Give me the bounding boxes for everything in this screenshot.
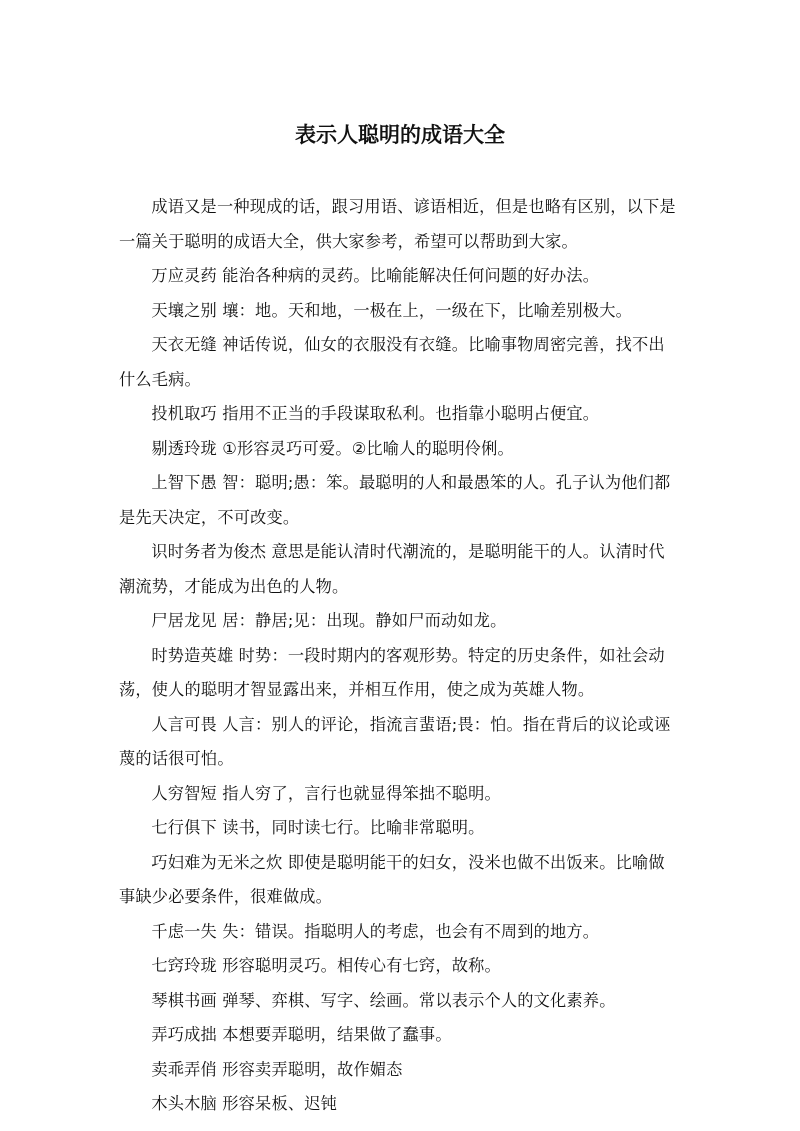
- idiom-entry: 投机取巧 指用不正当的手段谋取私利。也指靠小聪明占便宜。: [151, 404, 600, 423]
- idiom-entry: 卖乖弄俏 形容卖弄聪明，故作媚态: [151, 1059, 403, 1079]
- idiom-entry: 人穷智短 指人穷了，言行也就显得笨拙不聪明。: [151, 783, 501, 803]
- idiom-entry: 识时务者为俊杰 意思是能认清时代潮流的，是聪明能干的人。认清时代潮流势，才能成为出色的人物。: [119, 542, 665, 596]
- idiom-entry: 万应灵药 能治各种病的灵药。比喻能解决任何问题的好办法。: [151, 266, 600, 285]
- idiom-entry: 七窍玲珑 形容聪明灵巧。相传心有七窍，故称。: [151, 956, 501, 975]
- idiom-entry: 人言可畏 人言：别人的评论，指流言蜚语;畏：怕。指在背后的议论或诬蔑的话很可怕。: [119, 714, 671, 768]
- document-title: 表示人聪明的成语大全: [295, 123, 505, 147]
- idiom-entry: 天衣无缝 神话传说，仙女的衣服没有衣缝。比喻事物周密完善，找不出什么毛病。: [119, 335, 665, 389]
- idiom-entry: 上智下愚 智：聪明;愚：笨。最聪明的人和最愚笨的人。孔子认为他们都是先天决定，不可改变。: [119, 473, 671, 527]
- idiom-entry: 弄巧成拙 本想要弄聪明，结果做了蠢事。: [151, 1025, 452, 1044]
- idiom-entry: 七行俱下 读书，同时读七行。比喻非常聪明。: [151, 818, 485, 837]
- idiom-entry: 尸居龙见 居：静居;见：出现。静如尸而动如龙。: [151, 611, 507, 630]
- idiom-entry: 琴棋书画 弹琴、弈棋、写字、绘画。常以表示个人的文化素养。: [151, 990, 616, 1010]
- idiom-entry: 木头木脑 形容呆板、迟钝: [151, 1094, 337, 1113]
- idiom-entry: 天壤之别 壤：地。天和地，一极在上，一级在下，比喻差别极大。: [151, 300, 632, 320]
- paragraph-intro: 成语又是一种现成的话，跟习用语、谚语相近，但是也略有区别，以下是一篇关于聪明的成语大全，供大家参考，希望可以帮助到大家。: [119, 197, 676, 251]
- document-body: [119, 190, 677, 1122]
- idiom-entry: 巧妇难为无米之炊 即使是聪明能干的妇女，没米也做不出饭来。比喻做事缺少必要条件，很难做成。: [119, 852, 665, 906]
- idiom-entry: 剔透玲珑 ①形容灵巧可爱。②比喻人的聪明伶俐。: [151, 438, 514, 458]
- idiom-entry: 时势造英雄 时势：一段时期内的客观形势。特定的历史条件，如社会动荡，使人的聪明才智显露出来，并相互作用，使之成为英雄人物。: [119, 645, 665, 699]
- idiom-entry: 千虑一失 失：错误。指聪明人的考虑，也会有不周到的地方。: [151, 921, 600, 941]
